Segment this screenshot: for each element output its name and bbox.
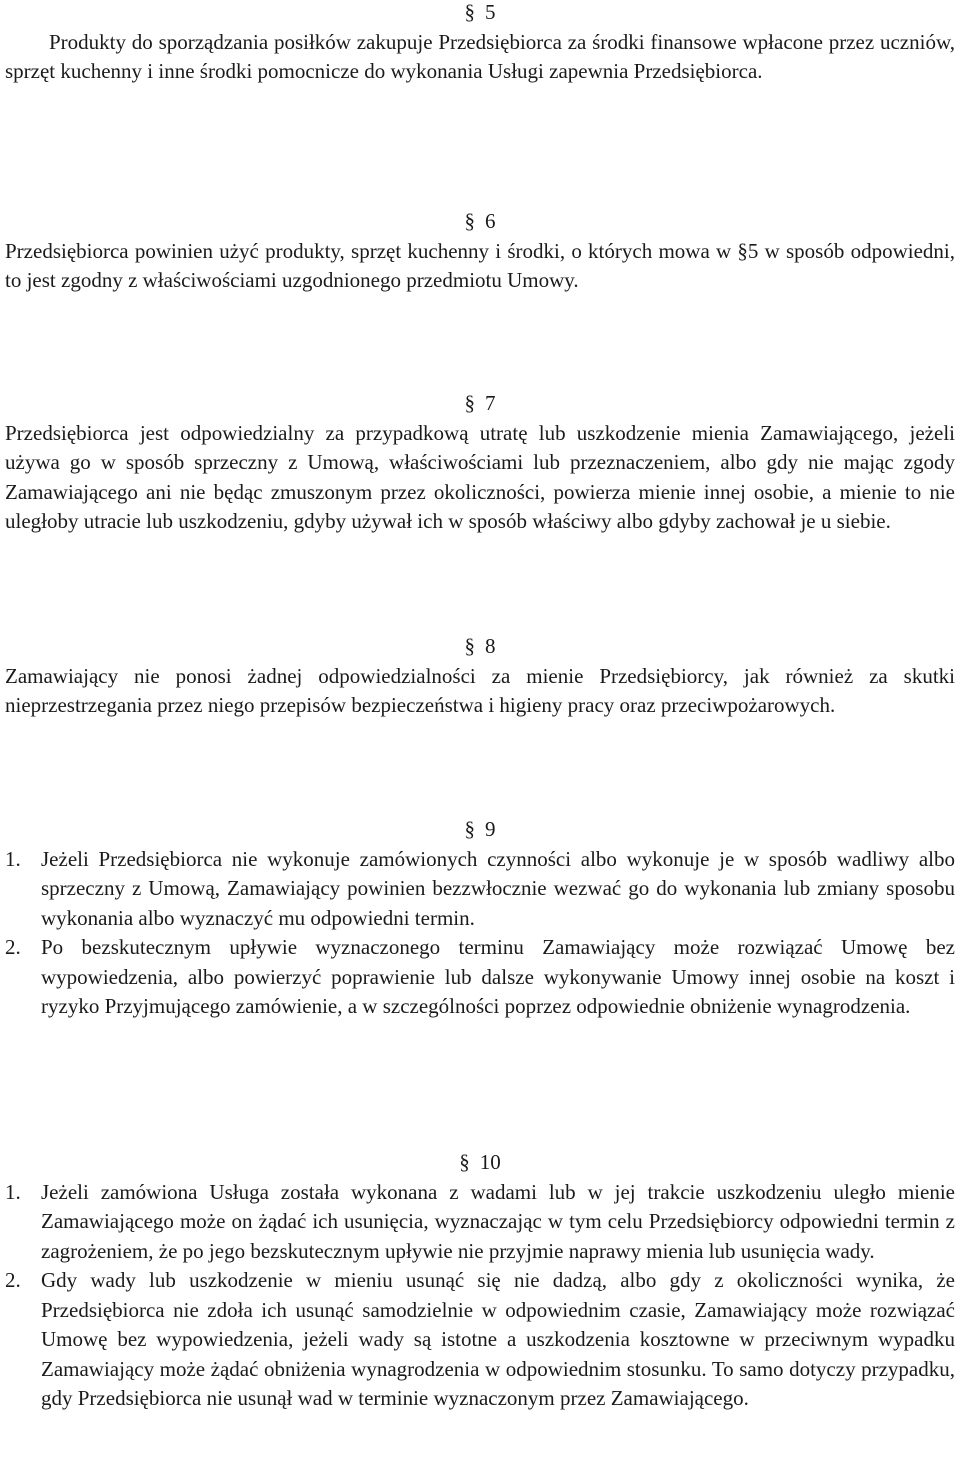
item-number: 1. [5, 846, 21, 871]
section-paragraph: Przedsiębiorca powinien użyć produkty, sprzęt kuchenny i środki, o których mowa w §5 w sposób odpowiedni, to jest zgodny z właściwościami uzgodnionego przedmiotu Umowy. [5, 238, 955, 292]
section-7 [5, 389, 955, 537]
section-number: 8 [485, 634, 496, 658]
section-sign: § [464, 817, 475, 841]
section-paragraph: Zamawiający nie ponosi żadnej odpowiedzialności za mienie Przedsiębiorcy, jak również za skutki nieprzestrzegania przez niego przepisów bezpieczeństwa i higieny pracy oraz przeciwpożarowych. [5, 663, 955, 717]
item-text: Jeżeli zamówiona Usługa została wykonana z wadami lub w jej trakcie uszkodzeniu uległo mienie Zamawiającego może on żądać ich usunięcia, wyznaczając w tym celu Przedsiębiorcy odpowiedni termin z zagrożeniem, że po jego bezskutecznym upływie nie przyjmie naprawy mienia lub usunięcia wady. [41, 1179, 955, 1263]
numbered-list [5, 845, 955, 1022]
section-6 [5, 207, 955, 296]
section-number: 7 [485, 391, 496, 415]
item-text: Gdy wady lub uszkodzenie w mieniu usunąć się nie dadzą, albo gdy z okoliczności wynika, że Przedsiębiorca nie zdoła ich usunąć samodzielnie w odpowiednim czasie, Zamawiający może rozwiązać Umowę bez wypowiedzenia, jeżeli wady są istotne a uszkodzenia kosztowne w przeciwnym wypadku Zamawiający może żądać obniżenia wynagrodzenia w odpowiednim stosunku. To samo dotyczy przypadku, gdy Przedsiębiorca nie usunął wad w terminie wyznaczonym przez Zamawiającego. [41, 1268, 955, 1410]
section-5 [5, 0, 955, 87]
section-paragraph: Produkty do sporządzania posiłków zakupuje Przedsiębiorca za środki finansowe wpłacone przez uczniów, sprzęt kuchenny i inne środki pomocnicze do wykonania Usługi zapewnia Przedsiębiorca. [5, 29, 955, 83]
section-number: 6 [485, 209, 496, 233]
section-9 [5, 815, 955, 1022]
section-number: 9 [485, 817, 496, 841]
item-text: Po bezskutecznym upływie wyznaczonego terminu Zamawiający może rozwiązać Umowę bez wypowiedzenia, albo powierzyć poprawienie lub dalsze wykonywanie Umowy innej osobie na koszt i ryzyko Przyjmującego zamówienie, a w szczególności poprzez odpowiednie obniżenie wynagrodzenia. [41, 935, 955, 1018]
list-item [5, 1266, 955, 1414]
item-number: 1. [5, 1179, 21, 1204]
list-item [5, 933, 955, 1022]
section-heading [5, 207, 955, 237]
section-sign: § [464, 0, 475, 24]
section-sign: § [459, 1150, 470, 1174]
section-number: 5 [485, 0, 496, 24]
section-heading [5, 632, 955, 662]
list-item [5, 1178, 955, 1267]
section-number: 10 [479, 1150, 501, 1174]
section-10 [5, 1148, 955, 1414]
item-number: 2. [5, 1268, 21, 1292]
section-paragraph: Przedsiębiorca jest odpowiedzialny za przypadkową utratę lub uszkodzenie mienia Zamawiającego, jeżeli używa go w sposób sprzeczny z Umową, właściwościami lub przeznaczeniem, albo gdy nie mając zgody Zamawiającego ani nie będąc zmuszonym przez okoliczności, powierza mienie innej osobie, a mienie to nie uległoby utracie lub uszkodzeniu, gdyby używał ich w sposób właściwy albo gdyby zachował je u siebie. [5, 420, 955, 533]
section-8 [5, 632, 955, 721]
item-number: 2. [5, 935, 21, 959]
section-sign: § [464, 391, 475, 415]
section-heading [5, 0, 955, 28]
section-heading [5, 815, 955, 845]
section-heading [5, 1148, 955, 1178]
section-heading [5, 389, 955, 419]
item-text: Jeżeli Przedsiębiorca nie wykonuje zamówionych czynności albo wykonuje je w sposób wadliwy albo sprzeczny z Umową, Zamawiający powinien bezzwłocznie wezwać go do wykonania lub zmiany sposobu wykonania albo wyznaczyć mu odpowiedni termin. [41, 846, 955, 930]
section-sign: § [464, 634, 475, 658]
list-item [5, 845, 955, 934]
section-sign: § [464, 209, 475, 233]
numbered-list [5, 1178, 955, 1414]
